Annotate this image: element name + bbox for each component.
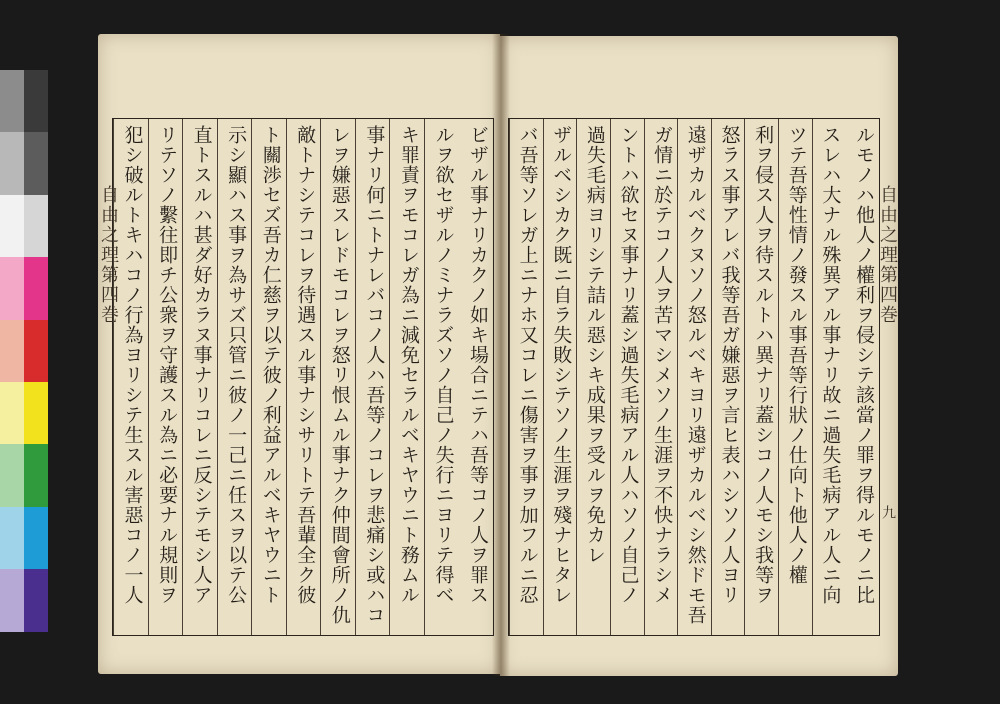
right-text-block bbox=[508, 118, 880, 636]
calibration-row bbox=[0, 132, 48, 194]
text-column: 示シ顯ハス事ヲ為サズ只管ニ彼ノ一己ニ任スヲ以テ公 bbox=[217, 119, 252, 635]
calibration-swatch bbox=[0, 195, 24, 257]
calibration-swatch bbox=[24, 382, 48, 444]
calibration-row bbox=[0, 70, 48, 132]
calibration-swatch bbox=[24, 195, 48, 257]
calibration-swatch bbox=[0, 444, 24, 506]
text-column: 怒ラス事アレバ我等吾ガ嫌惡ヲ言ヒ表ハシソノ人ヨリ bbox=[711, 119, 745, 635]
calibration-row bbox=[0, 382, 48, 444]
text-column: ザルベシカク既ニ自ラ失敗シテソノ生涯ヲ殘ナヒタレ bbox=[543, 119, 577, 635]
calibration-swatch bbox=[0, 132, 24, 194]
text-column: ツテ吾等性情ノ發スル事吾等行狀ノ仕向ト他人ノ權 bbox=[778, 119, 812, 635]
text-column: 利ヲ侵ス人ヲ待スルトハ異ナリ蓋シコノ人モシ我等ヲ bbox=[744, 119, 778, 635]
calibration-row bbox=[0, 257, 48, 319]
text-column: ントハ欲セヌ事ナリ蓋シ過失毛病アル人ハソノ自己ノ bbox=[610, 119, 644, 635]
left-page-running-header: 自由之理第四巻 bbox=[98, 185, 119, 325]
text-column: レヲ嫌惡スレドモコレヲ怒リ恨ムル事ナク仲間會所ノ仇 bbox=[320, 119, 355, 635]
calibration-row bbox=[0, 444, 48, 506]
calibration-row bbox=[0, 320, 48, 382]
text-column: 過失毛病ヨリシテ詰ル惡シキ成果ヲ受ルヲ免カレ bbox=[576, 119, 610, 635]
calibration-swatch bbox=[24, 444, 48, 506]
right-page-running-header: 自由之理第四巻 bbox=[877, 185, 898, 325]
text-column: ガ情ニ於テコノ人ヲ苦マシメソノ生涯ヲ不快ナラシメ bbox=[644, 119, 678, 635]
calibration-swatch bbox=[24, 320, 48, 382]
calibration-swatch bbox=[0, 569, 24, 631]
calibration-swatch bbox=[0, 382, 24, 444]
calibration-row bbox=[0, 507, 48, 569]
calibration-swatch bbox=[24, 569, 48, 631]
text-column: リテソノ繫往即チ公衆ヲ守護スル為ニ必要ナル規則ヲ bbox=[148, 119, 183, 635]
text-column: 犯シ破ルトキハコノ行為ヨリシテ生スル害惡コノ一人 bbox=[113, 119, 148, 635]
calibration-row bbox=[0, 569, 48, 631]
color-calibration-strip bbox=[0, 70, 48, 632]
text-column: キ罪責ヲモコレガ為ニ減免セラルベキヤウニト務ムル bbox=[389, 119, 424, 635]
text-column: スレハ大ナル殊異アル事ナリ故ニ過失毛病アル人ニ向 bbox=[812, 119, 846, 635]
text-column: ビザル事ナリカクノ如キ場合ニテハ吾等コノ人ヲ罪ス bbox=[466, 125, 489, 605]
calibration-swatch bbox=[24, 132, 48, 194]
text-column: ルモノハ他人ノ權利ヲ侵シテ該當ノ罪ヲ得ルモノニ比 bbox=[852, 125, 875, 605]
text-column: ルヲ欲セザルノミナラズソノ自己ノ失行ニヨリテ得ベ bbox=[424, 119, 459, 635]
text-column: ト關渉セズ吾カ仁慈ヲ以テ彼ノ利益アルベキヤウニト bbox=[251, 119, 286, 635]
text-column: バ吾等ソレガ上ニナホ又コレニ傷害ヲ事ヲ加フルニ忍 bbox=[509, 119, 543, 635]
calibration-swatch bbox=[24, 257, 48, 319]
calibration-row bbox=[0, 195, 48, 257]
left-text-block bbox=[112, 118, 494, 636]
text-column: 直トスルハ甚ダ好カラヌ事ナリコレニ反シテモシ人ア bbox=[182, 119, 217, 635]
calibration-swatch bbox=[0, 320, 24, 382]
text-column: 事ナリ何ニトナレバコノ人ハ吾等ノコレヲ悲痛シ或ハコ bbox=[355, 119, 390, 635]
calibration-swatch bbox=[0, 257, 24, 319]
text-column: 遠ザカルベクヌソノ怒ルベキヨリ遠ザカルベシ然ドモ吾 bbox=[677, 119, 711, 635]
text-column: 敵トナシテコレヲ待遇スル事ナシサリトテ吾輩全ク彼 bbox=[286, 119, 321, 635]
calibration-swatch bbox=[24, 70, 48, 132]
calibration-swatch bbox=[24, 507, 48, 569]
right-page-folio-number: 九 bbox=[880, 505, 896, 521]
calibration-swatch bbox=[0, 70, 24, 132]
calibration-swatch bbox=[0, 507, 24, 569]
